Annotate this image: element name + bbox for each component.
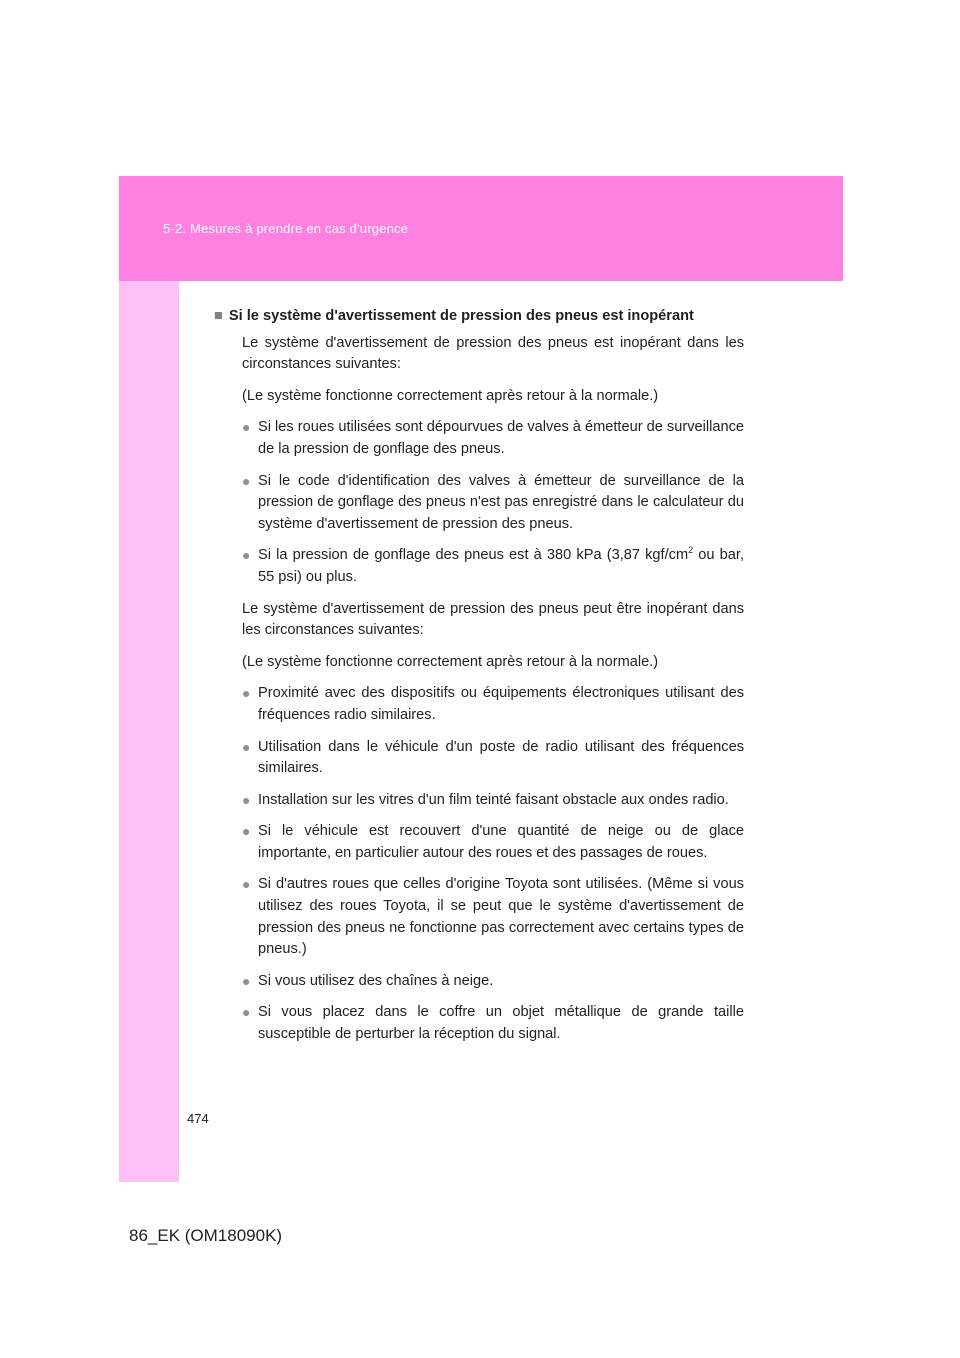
list-item-text: Si le code d'identification des valves à émetteur de surveillance de la pression de gonflage des pneus n'est pas enregistré dans le calculateur du système d'avertissement de pression des pneus. [258, 472, 744, 532]
list-item [242, 874, 744, 960]
list-item [242, 683, 744, 726]
list-item-text: Si vous placez dans le coffre un objet métallique de grande taille susceptible de perturber la réception du signal. [258, 1004, 744, 1043]
main-content [214, 306, 744, 1056]
note-paragraph-1: (Le système fonctionne correctement après retour à la normale.) [242, 387, 659, 404]
list-item-text: Utilisation dans le véhicule d'un poste de radio utilisant des fréquences similaires. [258, 738, 744, 777]
list-item-text: Proximité avec des dispositifs ou équipements électroniques utilisant des fréquences radio similaires. [258, 685, 744, 723]
round-bullet-icon: ● [242, 972, 251, 989]
section-title: 5-2. Mesures à prendre en cas d'urgence [163, 221, 409, 236]
round-bullet-icon: ● [242, 738, 251, 755]
round-bullet-icon: ● [242, 1004, 251, 1021]
round-bullet-icon: ● [242, 419, 251, 436]
pressure-text-before: Si la pression de gonflage des pneus est à 380 kPa (3,87 kgf/cm [258, 547, 689, 564]
list-item [242, 1002, 744, 1045]
square-bullet-icon: ■ [214, 308, 223, 324]
list-item [242, 737, 744, 780]
round-bullet-icon: ● [242, 791, 251, 808]
section-heading [214, 306, 744, 328]
round-bullet-icon: ● [242, 685, 251, 702]
list-item-text: Si d'autres roues que celles d'origine Toyota sont utilisées. (Même si vous utilisez des roues Toyota, il se peut que le système d'avertissement de pression des pneus ne fonctionne pas correctement avec certains types de pneus.) [258, 876, 744, 958]
round-bullet-icon: ● [242, 876, 251, 893]
round-bullet-icon: ● [242, 547, 251, 564]
list-item-text: Si le véhicule est recouvert d'une quantité de neige ou de glace importante, en particulier autour des roues et des passages de roues. [258, 823, 744, 861]
round-bullet-icon: ● [242, 472, 251, 489]
list-item-text [258, 547, 744, 585]
intro-paragraph-1: Le système d'avertissement de pression des pneus est inopérant dans les circonstances suivantes: [242, 334, 744, 373]
list-item-text: Installation sur les vitres d'un film teinté faisant obstacle aux ondes radio. [258, 791, 729, 808]
side-strip [119, 281, 179, 1182]
document-code: 86_EK (OM18090K) [129, 1226, 283, 1245]
superscript: 2 [688, 545, 694, 556]
intro-paragraph-2: Le système d'avertissement de pression des pneus peut être inopérant dans les circonstances suivantes: [242, 600, 744, 639]
list-item [242, 790, 744, 812]
round-bullet-icon: ● [242, 823, 251, 840]
list-item [242, 417, 744, 460]
list-item [242, 971, 744, 993]
list-item [242, 545, 744, 588]
note-paragraph-2: (Le système fonctionne correctement après retour à la normale.) [242, 653, 659, 670]
list-item-text: Si vous utilisez des chaînes à neige. [258, 972, 494, 989]
list-item-text: Si les roues utilisées sont dépourvues de valves à émetteur de surveillance de la pression de gonflage des pneus. [258, 419, 744, 457]
page-number: 474 [187, 1111, 209, 1126]
list-item [242, 821, 744, 864]
heading-text: Si le système d'avertissement de pression des pneus est inopérant [228, 308, 694, 324]
list-item [242, 471, 744, 536]
pressure-text-after: ou bar, 55 psi) ou plus. [258, 547, 744, 585]
